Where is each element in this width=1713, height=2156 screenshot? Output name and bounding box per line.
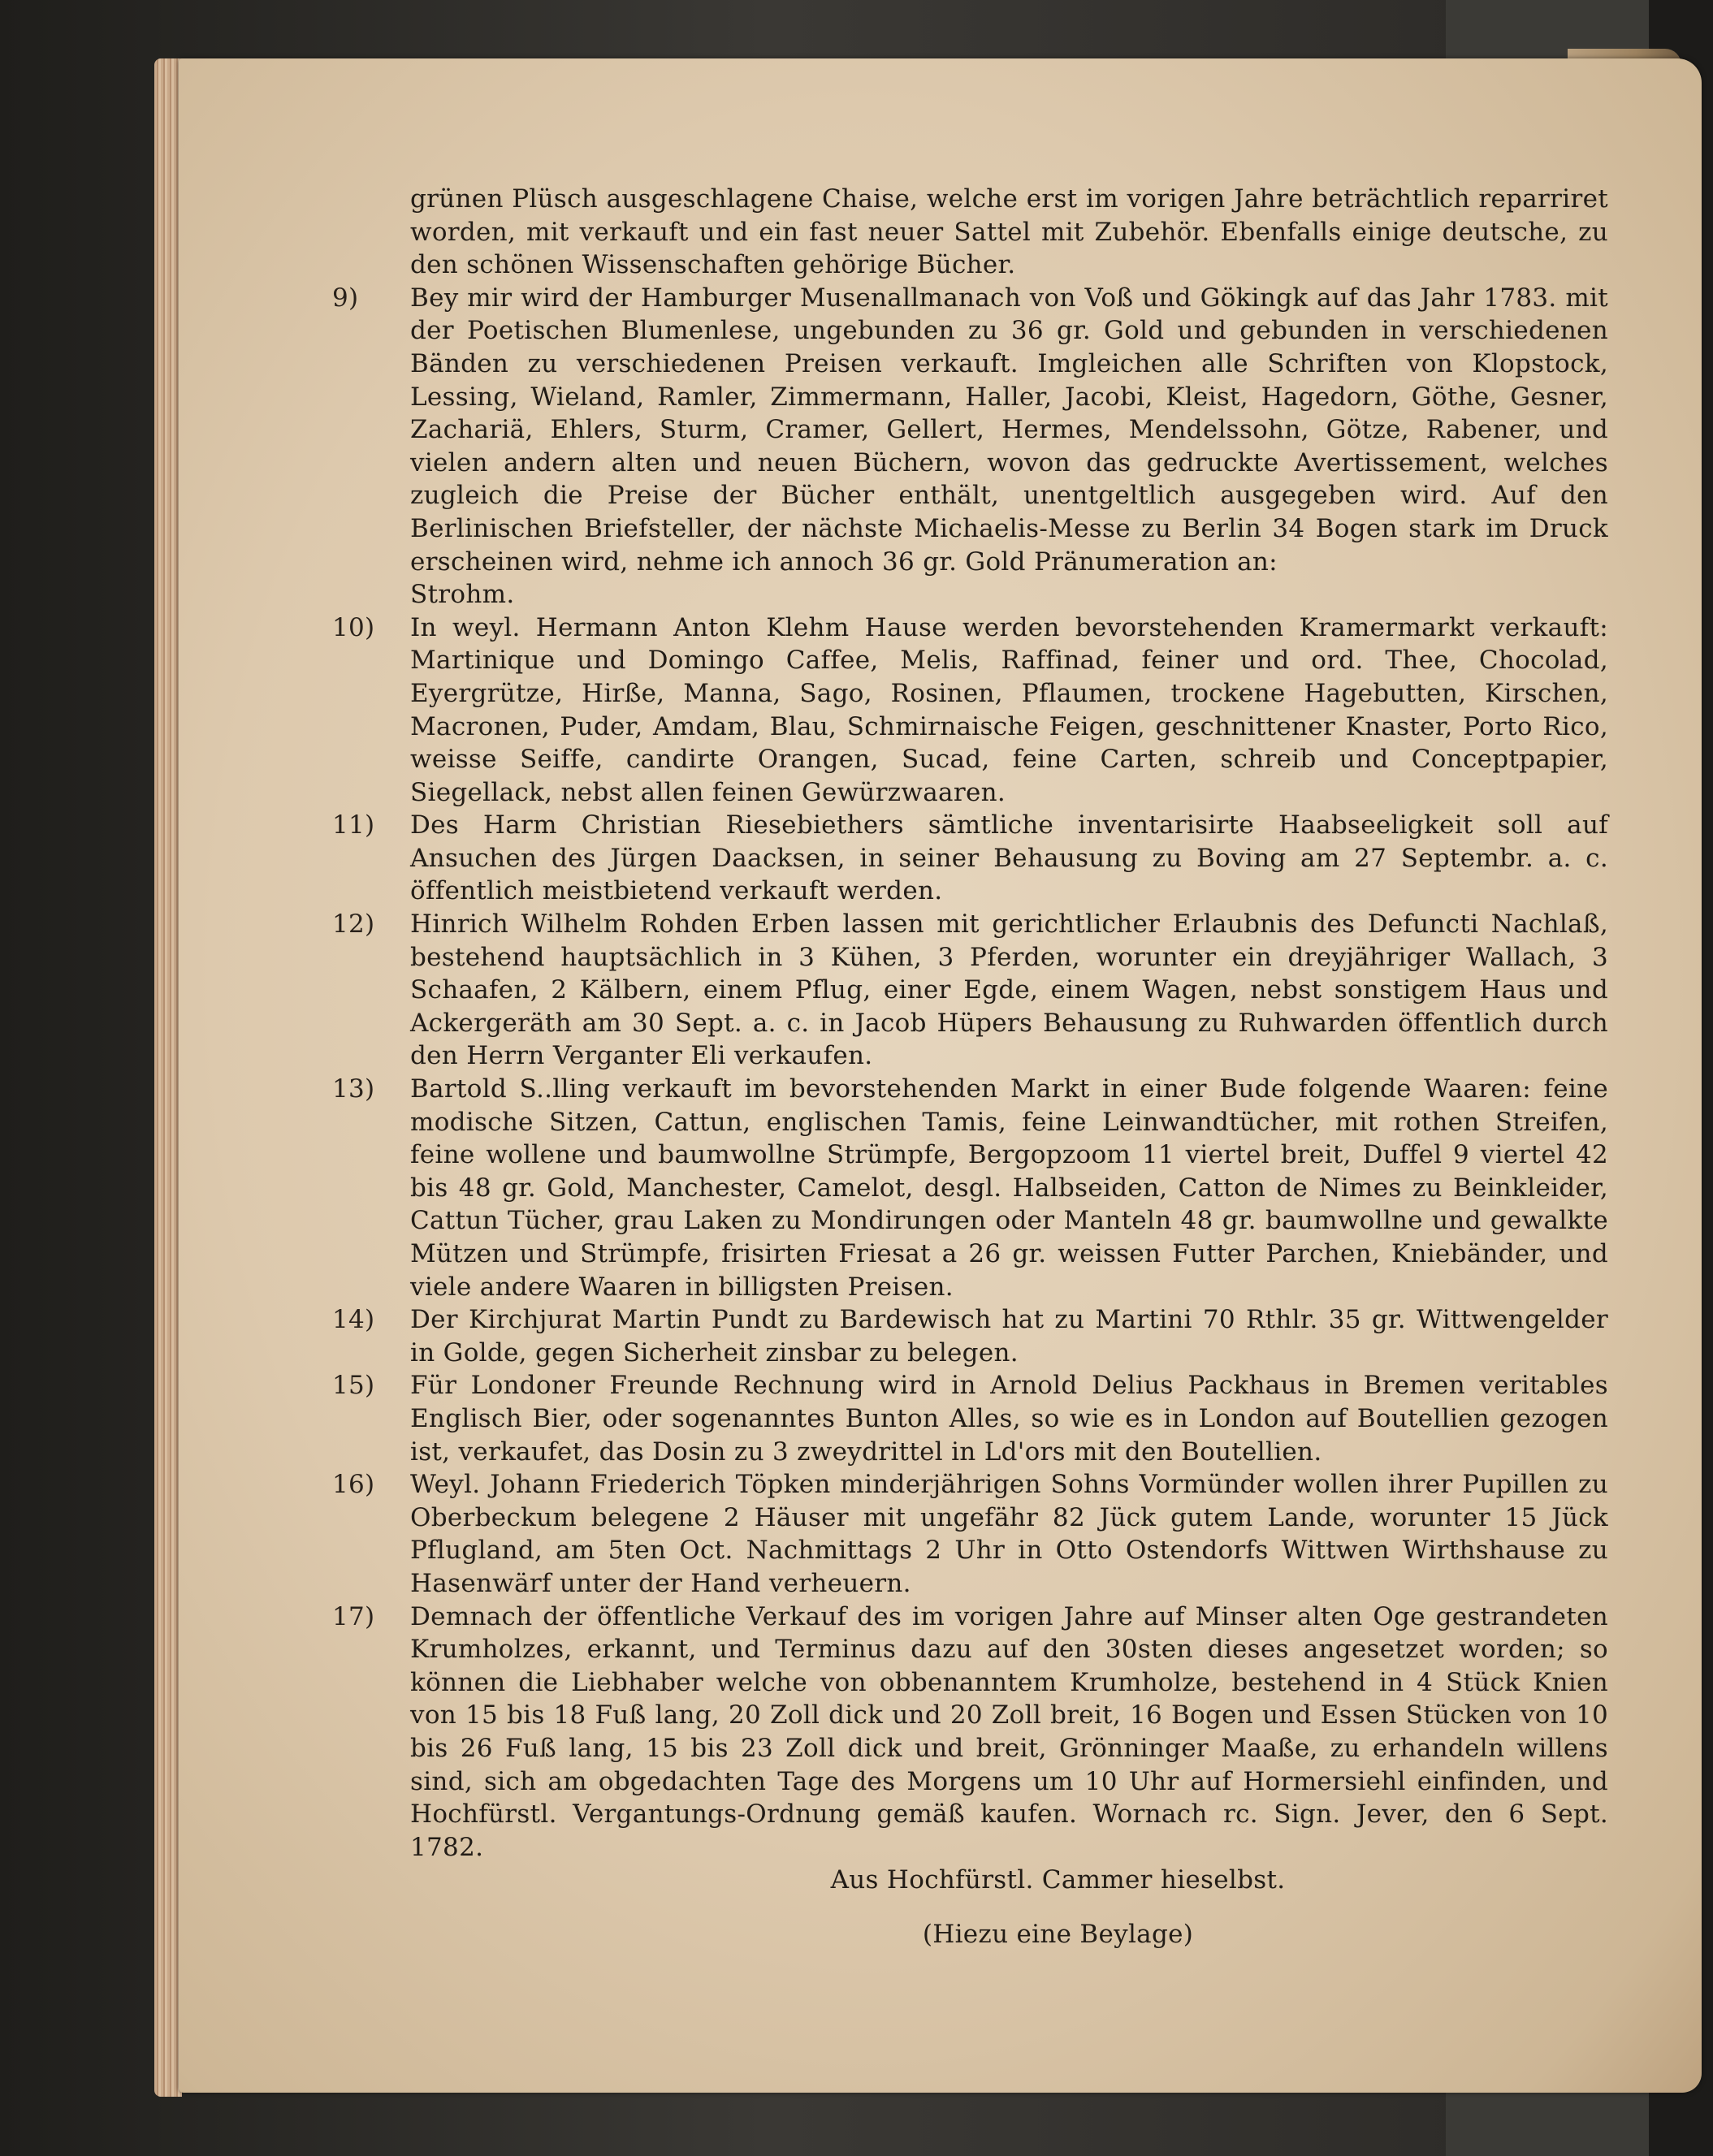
entry-number: 15): [332, 1371, 375, 1401]
entry-number: 16): [332, 1470, 375, 1500]
entry-text: Bartold S..lling verkauft im bevorstehenden Markt in einer Bude folgende Waaren: feine modische Sitzen, Cattun, englischen Tamis, feine Leinwandtücher, mit rothen Streifen, feine wollene und baumwollne Strümpfe, Bergopzoom 11 viertel breit, Duffel 9 viertel 42 bis 48 gr. Gold, Manchester, Camelot, desgl. Halbseiden, Catton de Nimes zu Beinkleider, Cattun Tücher, grau Laken zu Mondirungen oder Manteln 48 gr. baumwollne und gewalkte Mützen und Strümpfe, frisirten Friesat a 26 gr. weissen Futter Parchen, Kniebänder, und viele andere Waaren in billigsten Preisen.: [410, 1074, 1608, 1302]
entry-text: Hinrich Wilhelm Rohden Erben lassen mit gerichtlicher Erlaubnis des Defuncti Nachlaß, bestehend hauptsächlich in 3 Kühen, 3 Pferden, worunter ein dreyjähriger Wallach, 3 Schaafen, 2 Kälbern, einem Pflug, einer Egde, einem Wagen, nebst sonstigem Haus und Ackergeräth am 30 Sept. a. c. in Jacob Hüpers Behausung zu Ruhwarden öffentlich durch den Herrn Verganter Eli verkaufen.: [410, 909, 1608, 1071]
entry-text: Bey mir wird der Hamburger Musenallmanach von Voß und Gökingk auf das Jahr 1783. mit der Poetischen Blumenlese, ungebunden zu 36 gr. Gold und gebunden in verschiedenen Bänden zu verschiedenen Preisen verkauft. Imgleichen alle Schriften von Klopstock, Lessing, Wieland, Ramler, Zimmermann, Haller, Jacobi, Kleist, Hagedorn, Göthe, Gesner, Zachariä, Ehlers, Sturm, Cramer, Gellert, Hermes, Mendelssohn, Götze, Rabener, und vielen andern alten und neuen Büchern, wovon das gedruckte Avertissement, welches zugleich die Preise der Bücher enthält, unentgeltlich ausgegeben wird. Auf den Berlinischen Briefsteller, der nächste Michaelis-Messe zu Berlin 34 Bogen stark im Druck erscheinen wird, nehme ich annoch 36 gr. Gold Pränumeration an:: [410, 283, 1608, 577]
entry-14: [332, 1303, 1608, 1369]
entry-signature: Strohm.: [410, 580, 515, 610]
entry-number: 10): [332, 612, 375, 642]
entry-10: [332, 611, 1608, 810]
entry-15: [332, 1369, 1608, 1468]
footer-note: (Hiezu eine Beylage): [922, 1919, 1194, 1949]
entry-17: [332, 1601, 1608, 1864]
entry-12: [332, 908, 1608, 1073]
entry-number: 17): [332, 1601, 375, 1631]
page-text: [332, 183, 1608, 1951]
entry-number: 11): [332, 810, 375, 840]
entry-text: Demnach der öffentliche Verkauf des im vorigen Jahre auf Minser alten Oge gestrandeten Krumholzes, erkannt, und Terminus dazu auf den 30sten dieses angesetzet worden; so können die Liebhaber welche von obbenanntem Krumholze, bestehend in 4 Stück Knien von 15 bis 18 Fuß lang, 20 Zoll dick und 20 Zoll breit, 16 Bogen und Essen Stücken von 10 bis 26 Fuß lang, 15 bis 23 Zoll dick und breit, Grönninger Maaße, zu erhandeln willens sind, sich am obgedachten Tage des Morgens um 10 Uhr auf Hormersiehl einfinden, und Hochfürstl. Vergantungs-Ordnung gemäß kaufen. Wornach rc. Sign. Jever, den 6 Sept. 1782.: [410, 1601, 1608, 1862]
intro-paragraph: grünen Plüsch ausgeschlagene Chaise, welche erst im vorigen Jahre beträchtlich reparriret worden, mit verkauft und ein fast neuer Sattel mit Zubehör. Ebenfalls einige deutsche, zu den schönen Wissenschaften gehörige Bücher.: [410, 184, 1608, 280]
page-stack-edge: [154, 58, 182, 2097]
closing-authority: Aus Hochfürstl. Cammer hieselbst.: [830, 1865, 1286, 1895]
entry-text: Der Kirchjurat Martin Pundt zu Bardewisch hat zu Martini 70 Rthlr. 35 gr. Wittwengelder in Golde, gegen Sicherheit zinsbar zu belegen.: [410, 1305, 1608, 1367]
entry-16: [332, 1468, 1608, 1600]
entry-11: [332, 809, 1608, 908]
entry-13: [332, 1073, 1608, 1303]
entry-text: Für Londoner Freunde Rechnung wird in Arnold Delius Packhaus in Bremen veritables Englisch Bier, oder sogenanntes Bunton Alles, so wie es in London auf Boutellien gezogen ist, verkaufet, das Dosin zu 3 zweydrittel in Ld'ors mit den Boutellien.: [410, 1371, 1608, 1467]
entry-number: 13): [332, 1074, 375, 1104]
entry-number: 9): [332, 283, 359, 313]
entry-text: In weyl. Hermann Anton Klehm Hause werden bevorstehenden Kramermarkt verkauft: Martinique und Domingo Caffee, Melis, Raffinad, feiner und ord. Thee, Chocolad, Eyergrütze, Hirße, Manna, Sago, Rosinen, Pflaumen, trockene Hagebutten, Kirschen, Macronen, Puder, Amdam, Blau, Schmirnaische Feigen, geschnittener Knaster, Porto Rico, weisse Seiffe, candirte Orangen, Sucad, feine Carten, schreib und Conceptpapier, Siegellack, nebst allen feinen Gewürzwaaren.: [410, 612, 1608, 807]
entry-text: Des Harm Christian Riesebiethers sämtliche inventarisirte Haabseeligkeit soll auf Ansuchen des Jürgen Daacksen, in seiner Behausung zu Boving am 27 Septembr. a. c. öffentlich meistbietend verkauft werden.: [410, 810, 1608, 906]
entry-9: [332, 282, 1608, 611]
entry-number: 12): [332, 909, 375, 940]
entry-number: 14): [332, 1305, 375, 1335]
entry-text: Weyl. Johann Friederich Töpken minderjährigen Sohns Vormünder wollen ihrer Pupillen zu Oberbeckum belegene 2 Häuser mit ungefähr 82 Jück gutem Lande, worunter 15 Jück Pflugland, am 5ten Oct. Nachmittags 2 Uhr in Otto Ostendorfs Wittwen Wirthshause zu Hasenwärf unter der Hand verheuern.: [410, 1470, 1608, 1598]
